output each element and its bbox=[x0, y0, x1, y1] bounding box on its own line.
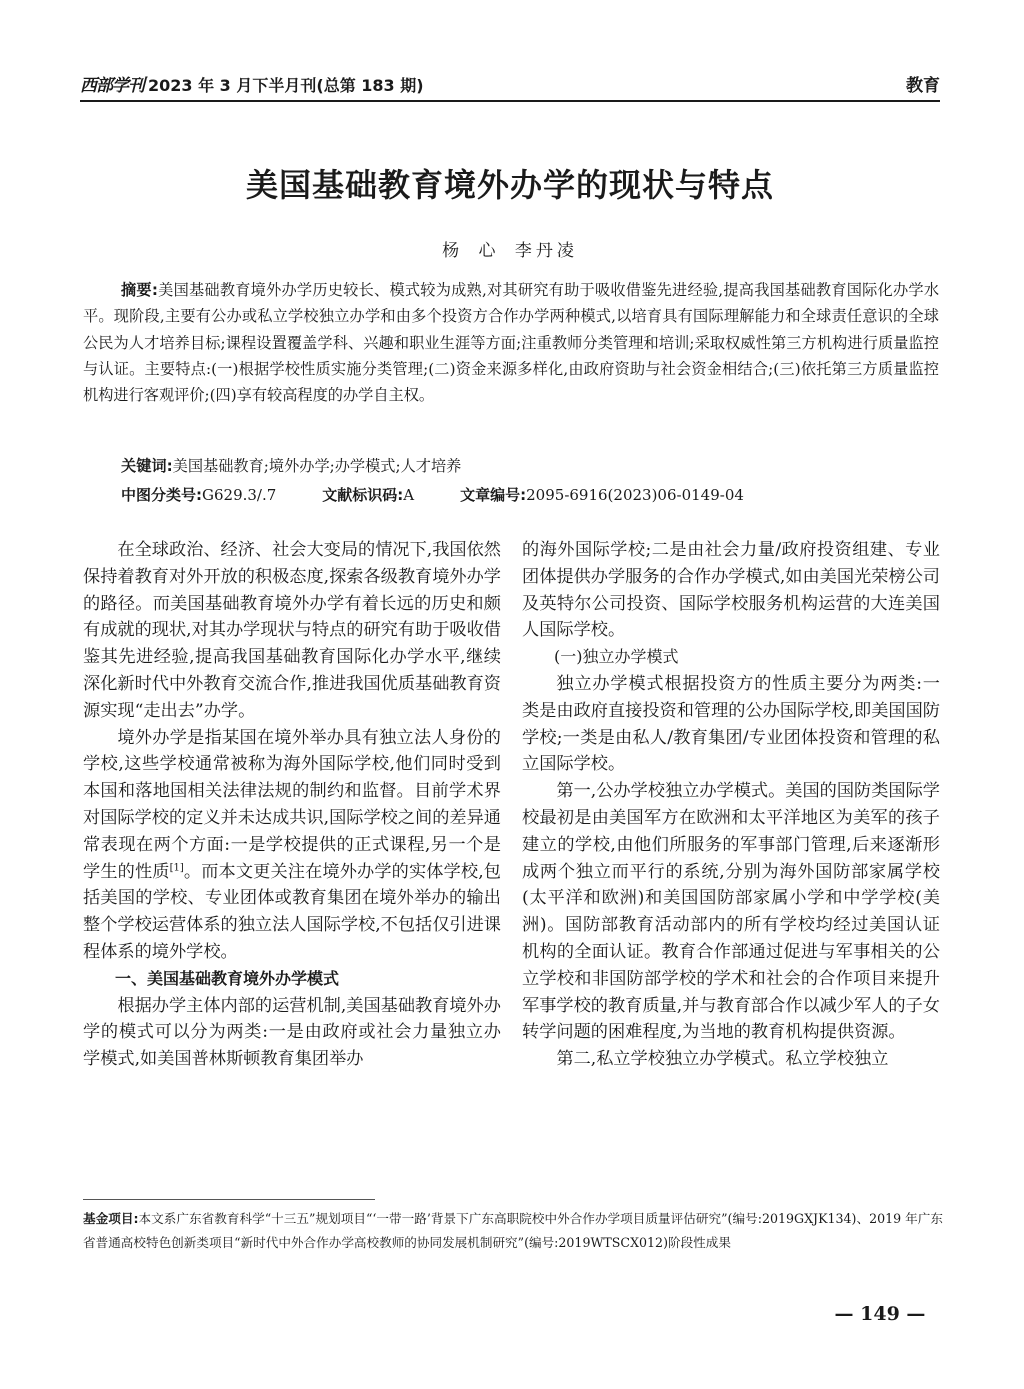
paragraph: 的海外国际学校;二是由社会力量/政府投资组建、专业团体提供办学服务的合作办学模式,如由美国光荣榜公司及英特尔公司投资、国际学校服务机构运营的大连美国人国际学校。 bbox=[522, 540, 940, 641]
page-number: — 149 — bbox=[834, 1303, 926, 1325]
running-header bbox=[80, 68, 940, 102]
funding-text: 本文系广东省教育科学“十三五”规划项目“‘一带一路’背景下广东高职院校中外合作办学项目质量评估研究”(编号:2019GXJK134)、2019 年广东省普通高校特色创新类项目“新时代中外合作办学高校教师的协同发展机制研究”(编号:2019WTSCX012)阶段性成果 bbox=[83, 1211, 943, 1250]
article-number-value: 2095-6916(2023)06-0149-04 bbox=[526, 486, 744, 504]
funding-label: 基金项目: bbox=[83, 1211, 139, 1226]
abstract-text: 美国基础教育境外办学历史较长、模式较为成熟,对其研究有助于吸收借鉴先进经验,提高我国基础教育国际化办学水平。现阶段,主要有公办或私立学校独立办学和由多个投资方合作办学两种模式,以培育具有国际理解能力和全球责任意识的全球公民为人才培养目标;课程设置覆盖学科、兴趣和职业生涯等方面;注重教师分类管理和培训;采取权威性第三方机构进行质量监控与认证。主要特点:(一)根据学校性质实施分类管理;(二)资金来源多样化,由政府资助与社会资金相结合;(三)依托第三方质量监控机构进行客观评价;(四)享有较高程度的办学自主权。 bbox=[83, 281, 940, 405]
authors: 杨 心 李丹凌 bbox=[442, 241, 578, 261]
citation-ref: [1] bbox=[169, 861, 184, 873]
journal-logo: 西部学刊 bbox=[80, 76, 144, 96]
paragraph: 根据办学主体内部的运营机制,美国基础教育境外办学的模式可以分为两类:一是由政府或社会力量独立办学模式,如美国普林斯顿教育集团举办 bbox=[83, 995, 501, 1070]
keywords bbox=[121, 453, 941, 479]
article-number-label: 文章编号: bbox=[460, 486, 527, 504]
document-code bbox=[322, 482, 414, 508]
abstract-label: 摘要: bbox=[121, 281, 158, 299]
doc-code-value: A bbox=[403, 486, 415, 504]
article-title: 美国基础教育境外办学的现状与特点 bbox=[245, 166, 774, 204]
abstract bbox=[83, 277, 939, 408]
paragraph-text: 。而本文更关注在境外办学的实体学校,包括美国的学校、专业团体或教育集团在境外举办的输出整个学校运营体系的独立法人国际学校,不包括仅引进课程体系的境外学校。 bbox=[83, 861, 501, 962]
body-column-left bbox=[83, 537, 501, 1073]
paragraph: 独立办学模式根据投资方的性质主要分为两类:一类是由政府直接投资和管理的公办国际学校,即美国国防学校;一类是由私人/教育集团/专业团体投资和管理的私立国际学校。 bbox=[522, 673, 940, 775]
clc-label: 中图分类号: bbox=[121, 486, 202, 504]
funding-footnote bbox=[83, 1207, 943, 1254]
subsection-heading: (一)独立办学模式 bbox=[554, 647, 679, 667]
article-number bbox=[460, 482, 744, 508]
header-left bbox=[80, 71, 424, 96]
body-column-right bbox=[522, 537, 940, 1073]
clc-number bbox=[121, 482, 276, 508]
section-name: 教育 bbox=[906, 76, 940, 96]
clc-value: G629.3/.7 bbox=[202, 486, 277, 504]
classification-line bbox=[121, 482, 941, 508]
paragraph bbox=[83, 725, 501, 966]
paragraph-text: 境外办学是指某国在境外举办具有独立法人身份的学校,这些学校通常被称为海外国际学校,他们同时受到本国和落地国相关法律法规的制约和监督。目前学术界对国际学校的定义并未达成共识,国际学校之间的差异通常表现在两个方面:一是学校提供的正式课程,另一个是学生的性质 bbox=[83, 727, 501, 882]
section-heading: 一、美国基础教育境外办学模式 bbox=[115, 968, 340, 988]
paragraph: 在全球政治、经济、社会大变局的情况下,我国依然保持着教育对外开放的积极态度,探索各级教育境外办学的路径。而美国基础教育境外办学有着长远的历史和颇有成就的现状,对其办学现状与特点的研究有助于吸收借鉴其先进经验,提高我国基础教育国际化办学水平,继续深化新时代中外教育交流合作,推进我国优质基础教育资源实现“走出去”办学。 bbox=[83, 540, 501, 721]
keywords-text: 美国基础教育;境外办学;办学模式;人才培养 bbox=[172, 457, 462, 475]
doc-code-label: 文献标识码: bbox=[322, 486, 404, 504]
issue-info: 2023 年 3 月下半月刊(总第 183 期) bbox=[148, 76, 424, 95]
keywords-label: 关键词: bbox=[121, 457, 173, 475]
footnote-divider bbox=[83, 1199, 375, 1200]
paragraph: 第一,公办学校独立办学模式。美国的国防类国际学校最初是由美国军方在欧洲和太平洋地区为美军的孩子建立的学校,由他们所服务的军事部门管理,后来逐渐形成两个独立而平行的系统,分别为海外国防部家属学校(太平洋和欧洲)和美国国防部家属小学和中学学校(美洲)。国防部教育活动部内的所有学校均经过美国认证机构的全面认证。教育合作部通过促进与军事相关的公立学校和非国防部学校的学术和社会的合作项目来提升军事学校的教育质量,并与教育部合作以减少军人的子女转学问题的困难程度,为当地的教育机构提供资源。 bbox=[522, 781, 940, 1043]
paragraph: 第二,私立学校独立办学模式。私立学校独立 bbox=[556, 1049, 889, 1070]
